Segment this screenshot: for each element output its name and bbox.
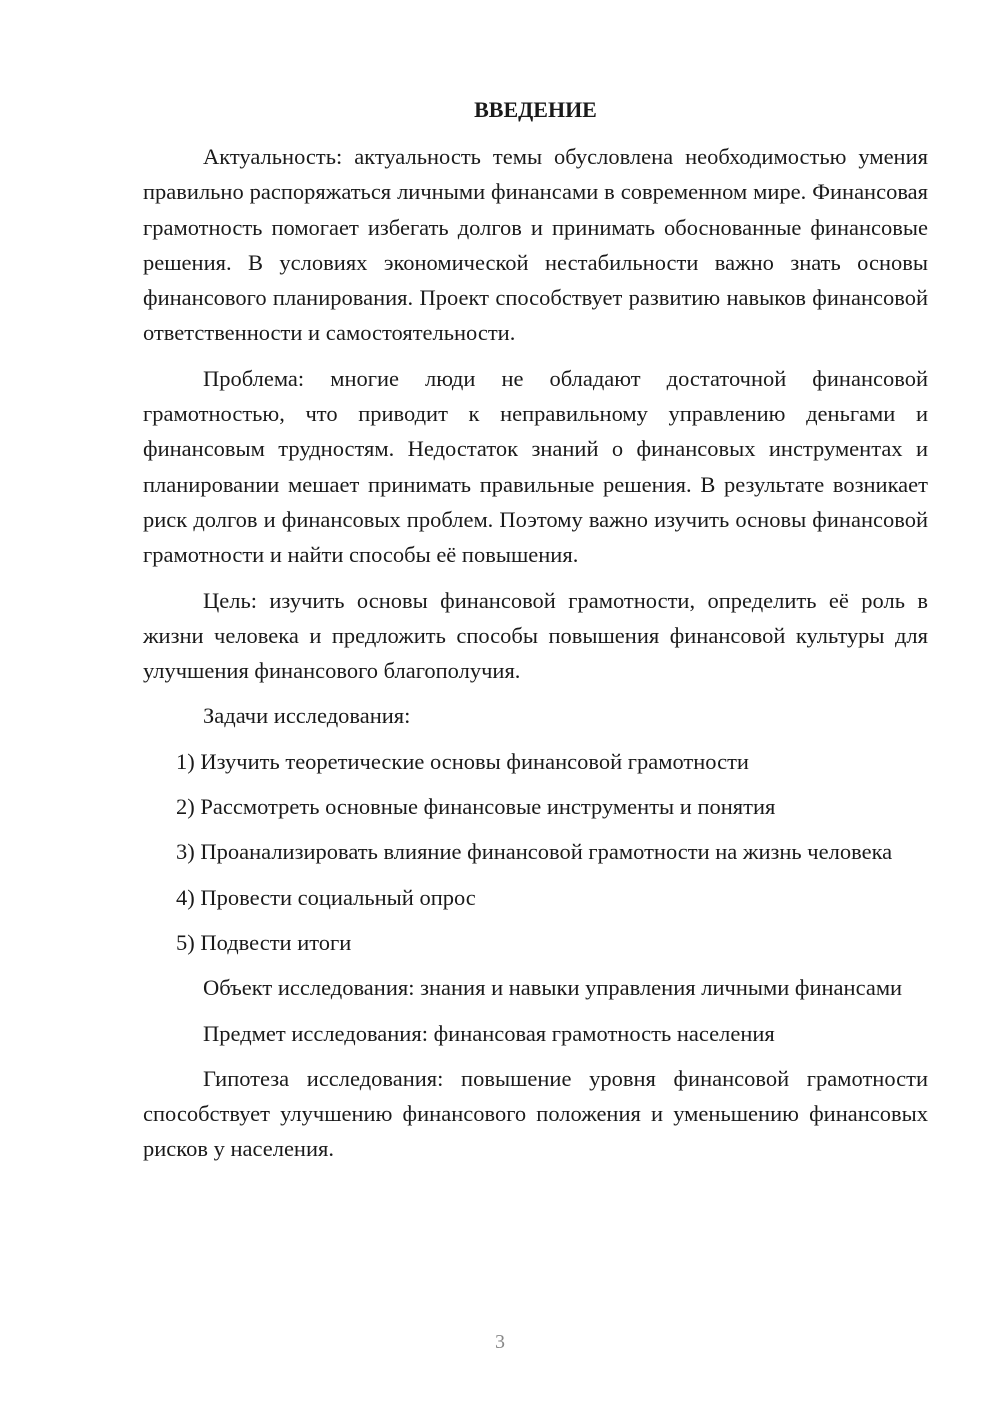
task-item-4: 4) Провести социальный опрос (176, 884, 476, 910)
section-title: ВВЕДЕНИЕ (474, 97, 597, 122)
object-paragraph: Объект исследования: знания и навыки управления личными финансами (203, 975, 903, 1001)
task-item-1: 1) Изучить теоретические основы финансовой грамотности (176, 748, 749, 774)
task-item-2: 2) Рассмотреть основные финансовые инструменты и понятия (176, 794, 776, 820)
task-item-3: 3) Проанализировать влияние финансовой грамотности на жизнь человека (176, 839, 893, 865)
subject-paragraph: Предмет исследования: финансовая грамотность населения (203, 1020, 775, 1046)
tasks-heading: Задачи исследования: (203, 703, 411, 729)
goal-paragraph: Цель: изучить основы финансовой грамотности, определить её роль в жизни человека и предложить способы повышения финансовой культуры для улучшения финансового благополучия. (143, 587, 928, 684)
document-page (143, 94, 928, 1177)
page-number: 3 (495, 1331, 505, 1353)
relevance-paragraph: Актуальность: актуальность темы обусловлена необходимостью умения правильно распоряжаться личными финансами в современном мире. Финансовая грамотность помогает избегать долгов и принимать обоснованные финансовые решения. В условиях экономической нестабильности важно знать основы финансового планирования. Проект способствует развитию навыков финансовой ответственности и самостоятельности. (143, 144, 928, 346)
hypothesis-paragraph: Гипотеза исследования: повышение уровня финансовой грамотности способствует улучшению финансового положения и уменьшению финансовых рисков у населения. (143, 1065, 928, 1162)
problem-paragraph: Проблема: многие люди не обладают достаточной финансовой грамотностью, что приводит к неправильному управлению деньгами и финансовым трудностям. Недостаток знаний о финансовых инструментах и планировании мешает принимать правильные решения. В результате возникает риск долгов и финансовых проблем. Поэтому важно изучить основы финансовой грамотности и найти способы её повышения. (143, 365, 928, 568)
task-item-5: 5) Подвести итоги (176, 929, 352, 955)
